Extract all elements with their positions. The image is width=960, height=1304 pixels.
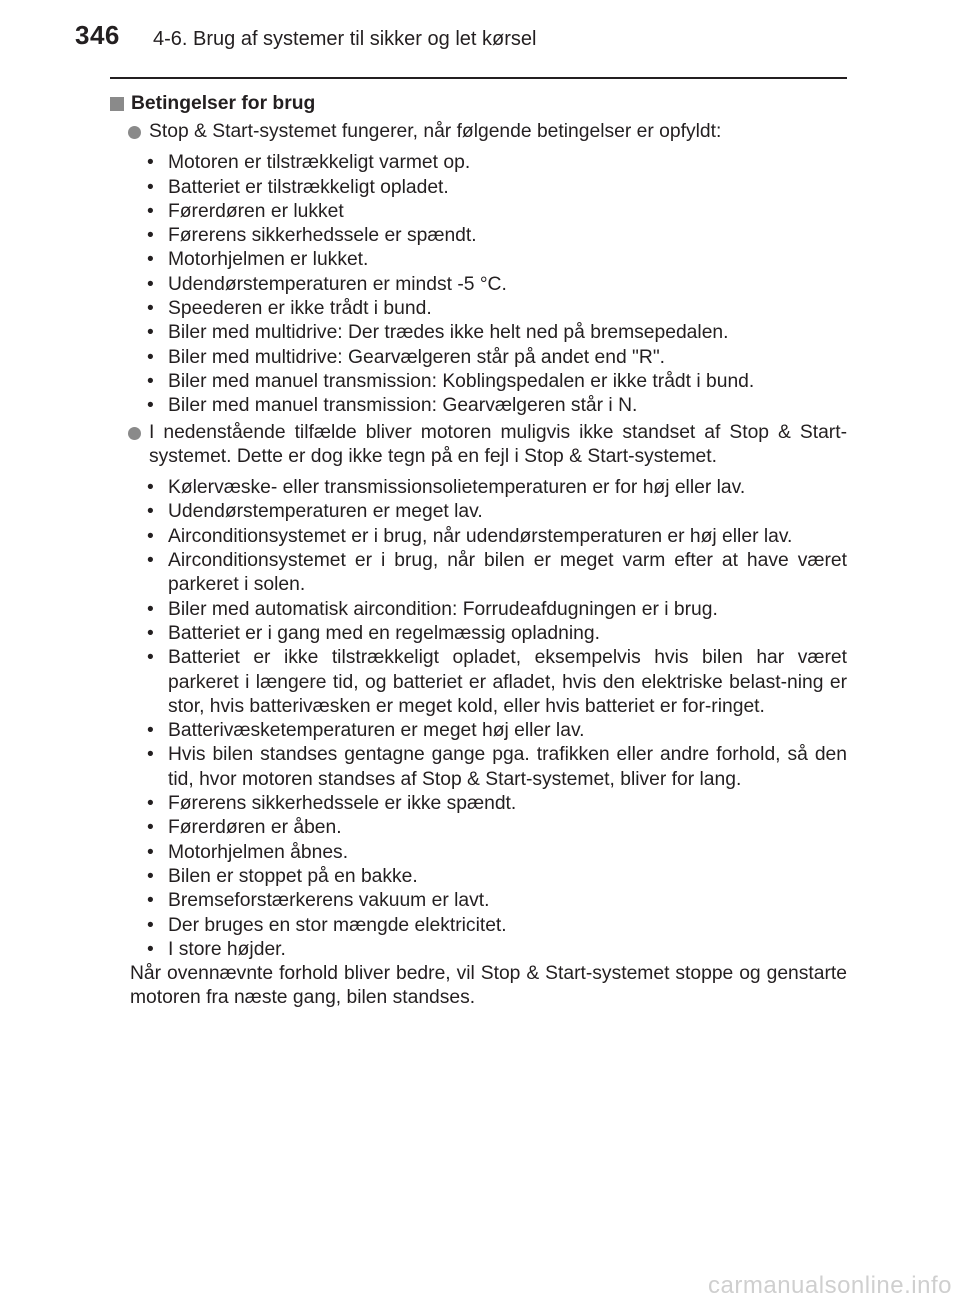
list-item-text: Kølervæske- eller transmissionsolietemperaturen er for høj eller lav. [168,477,746,499]
list-item [110,841,847,865]
bullet-dot-icon: • [147,346,154,368]
list-item-text: Førerdøren er lukket [168,200,344,222]
section-title: Betingelser for brug [131,93,316,114]
list-item-text: Biler med manuel transmission: Koblingspedalen er ikke trådt i bund. [168,370,755,392]
list-item-text: Udendørstemperaturen er mindst -5 °C. [168,273,507,295]
list-item [110,525,847,549]
bullet-dot-icon: • [147,501,154,523]
bullet-dot-icon: • [147,914,154,936]
header-divider [110,77,847,79]
bullet-dot-icon: • [147,477,154,499]
bullet-dot-icon: • [147,598,154,620]
list-item [110,200,847,224]
list-item [110,816,847,840]
list-item-text: Motorhjelmen er lukket. [168,249,369,271]
circle-bullet-icon [128,126,141,139]
list-item [110,500,847,524]
list-item-text: Biler med multidrive: Gearvælgeren står på andet end "R". [168,346,666,368]
exceptions-intro: I nedenstående tilfælde bliver motoren muligvis ikke standset af Stop & Start-systemet. Dette er dog ikke tegn på en fejl i Stop & Start-systemet. [149,421,847,467]
list-item [110,394,847,418]
bullet-dot-icon: • [147,176,154,198]
bullet-dot-icon: • [147,550,154,572]
list-item-text: Airconditionsystemet er i brug, når bilen er meget varm efter at have været parkeret i solen. [168,550,847,596]
bullet-dot-icon: • [147,249,154,271]
list-item [110,646,847,719]
list-item-text: Speederen er ikke trådt i bund. [168,298,432,320]
bullet-dot-icon: • [147,225,154,247]
list-item [110,792,847,816]
bullet-dot-icon: • [147,525,154,547]
page-number: 346 [75,20,120,50]
bullet-dot-icon: • [147,298,154,320]
bullet-dot-icon: • [147,152,154,174]
list-item-text: Førerens sikkerhedssele er ikke spændt. [168,793,517,815]
list-item-text: Batteriet er i gang med en regelmæssig opladning. [168,622,600,644]
page-header [0,0,960,80]
list-item [110,224,847,248]
bullet-dot-icon: • [147,370,154,392]
list-item-text: Biler med multidrive: Der trædes ikke helt ned på bremsepedalen. [168,322,729,344]
list-item [110,176,847,200]
circle-bullet-icon [128,427,141,440]
list-item-text: Udendørstemperaturen er meget lav. [168,501,483,523]
bullet-dot-icon: • [147,817,154,839]
list-item-text: Førerens sikkerhedssele er spændt. [168,225,477,247]
list-item [110,151,847,175]
list-item [110,938,847,962]
closing-paragraph: Når ovennævnte forhold bliver bedre, vil Stop & Start-systemet stoppe og genstarte motoren fra næste gang, bilen standses. [130,963,847,1009]
bullet-dot-icon: • [147,395,154,417]
list-item-text: Airconditionsystemet er i brug, når udendørstemperaturen er høj eller lav. [168,525,793,547]
list-item-text: Motorhjelmen åbnes. [168,841,349,863]
list-item-text: I store højder. [168,938,286,960]
list-item-text: Batteriet er tilstrækkeligt opladet. [168,176,449,198]
list-item [110,914,847,938]
bullet-dot-icon: • [147,622,154,644]
list-item-text: Biler med manuel transmission: Gearvælgeren står i N. [168,395,638,417]
watermark: carmanualsonline.info [708,1272,952,1299]
list-item [110,549,847,598]
bullet-dot-icon: • [147,273,154,295]
circle-item-conditions [110,120,847,144]
chapter-title: 4-6. Brug af systemer til sikker og let kørsel [153,28,537,50]
list-item [110,598,847,622]
section-heading [110,92,847,117]
circle-item-exceptions [110,421,847,470]
list-item [110,321,847,345]
list-item-text: Batteriet er ikke tilstrækkeligt opladet, eksempelvis hvis bilen har været parkeret i længere tid, og batteriet er afladet, hvis den elektriske belast-ning er stor, hvis batterivæsken er meget kold, eller hvis batteriet er for-ringet. [168,647,847,717]
list-item-text: Der bruges en stor mængde elektricitet. [168,914,507,936]
bullet-dot-icon: • [147,322,154,344]
bullet-dot-icon: • [147,744,154,766]
page-content [110,92,847,1030]
conditions-met-list [110,151,847,418]
list-item [110,719,847,743]
list-item-text: Biler med automatisk aircondition: Forrudeafdugningen er i brug. [168,598,718,620]
list-item [110,622,847,646]
list-item [110,370,847,394]
bullet-dot-icon: • [147,647,154,669]
bullet-dot-icon: • [147,938,154,960]
list-item-text: Bilen er stoppet på en bakke. [168,865,418,887]
list-item [110,889,847,913]
list-item [110,248,847,272]
list-item-text: Motoren er tilstrækkeligt varmet op. [168,152,471,174]
exceptions-list [110,476,847,962]
bullet-dot-icon: • [147,200,154,222]
list-item [110,743,847,792]
list-item-text: Batterivæsketemperaturen er meget høj eller lav. [168,720,585,742]
bullet-dot-icon: • [147,890,154,912]
conditions-intro: Stop & Start-systemet fungerer, når følgende betingelser er opfyldt: [149,121,722,142]
list-item [110,865,847,889]
list-item-text: Bremseforstærkerens vakuum er lavt. [168,890,490,912]
list-item [110,273,847,297]
list-item [110,476,847,500]
list-item [110,346,847,370]
square-bullet-icon [110,97,124,111]
bullet-dot-icon: • [147,841,154,863]
list-item-text: Førerdøren er åben. [168,817,342,839]
bullet-dot-icon: • [147,865,154,887]
bullet-dot-icon: • [147,720,154,742]
bullet-dot-icon: • [147,793,154,815]
list-item [110,297,847,321]
list-item-text: Hvis bilen standses gentagne gange pga. trafikken eller andre forhold, så den tid, hvor motoren standses af Stop & Start-systemet, bliver for lang. [168,744,847,790]
